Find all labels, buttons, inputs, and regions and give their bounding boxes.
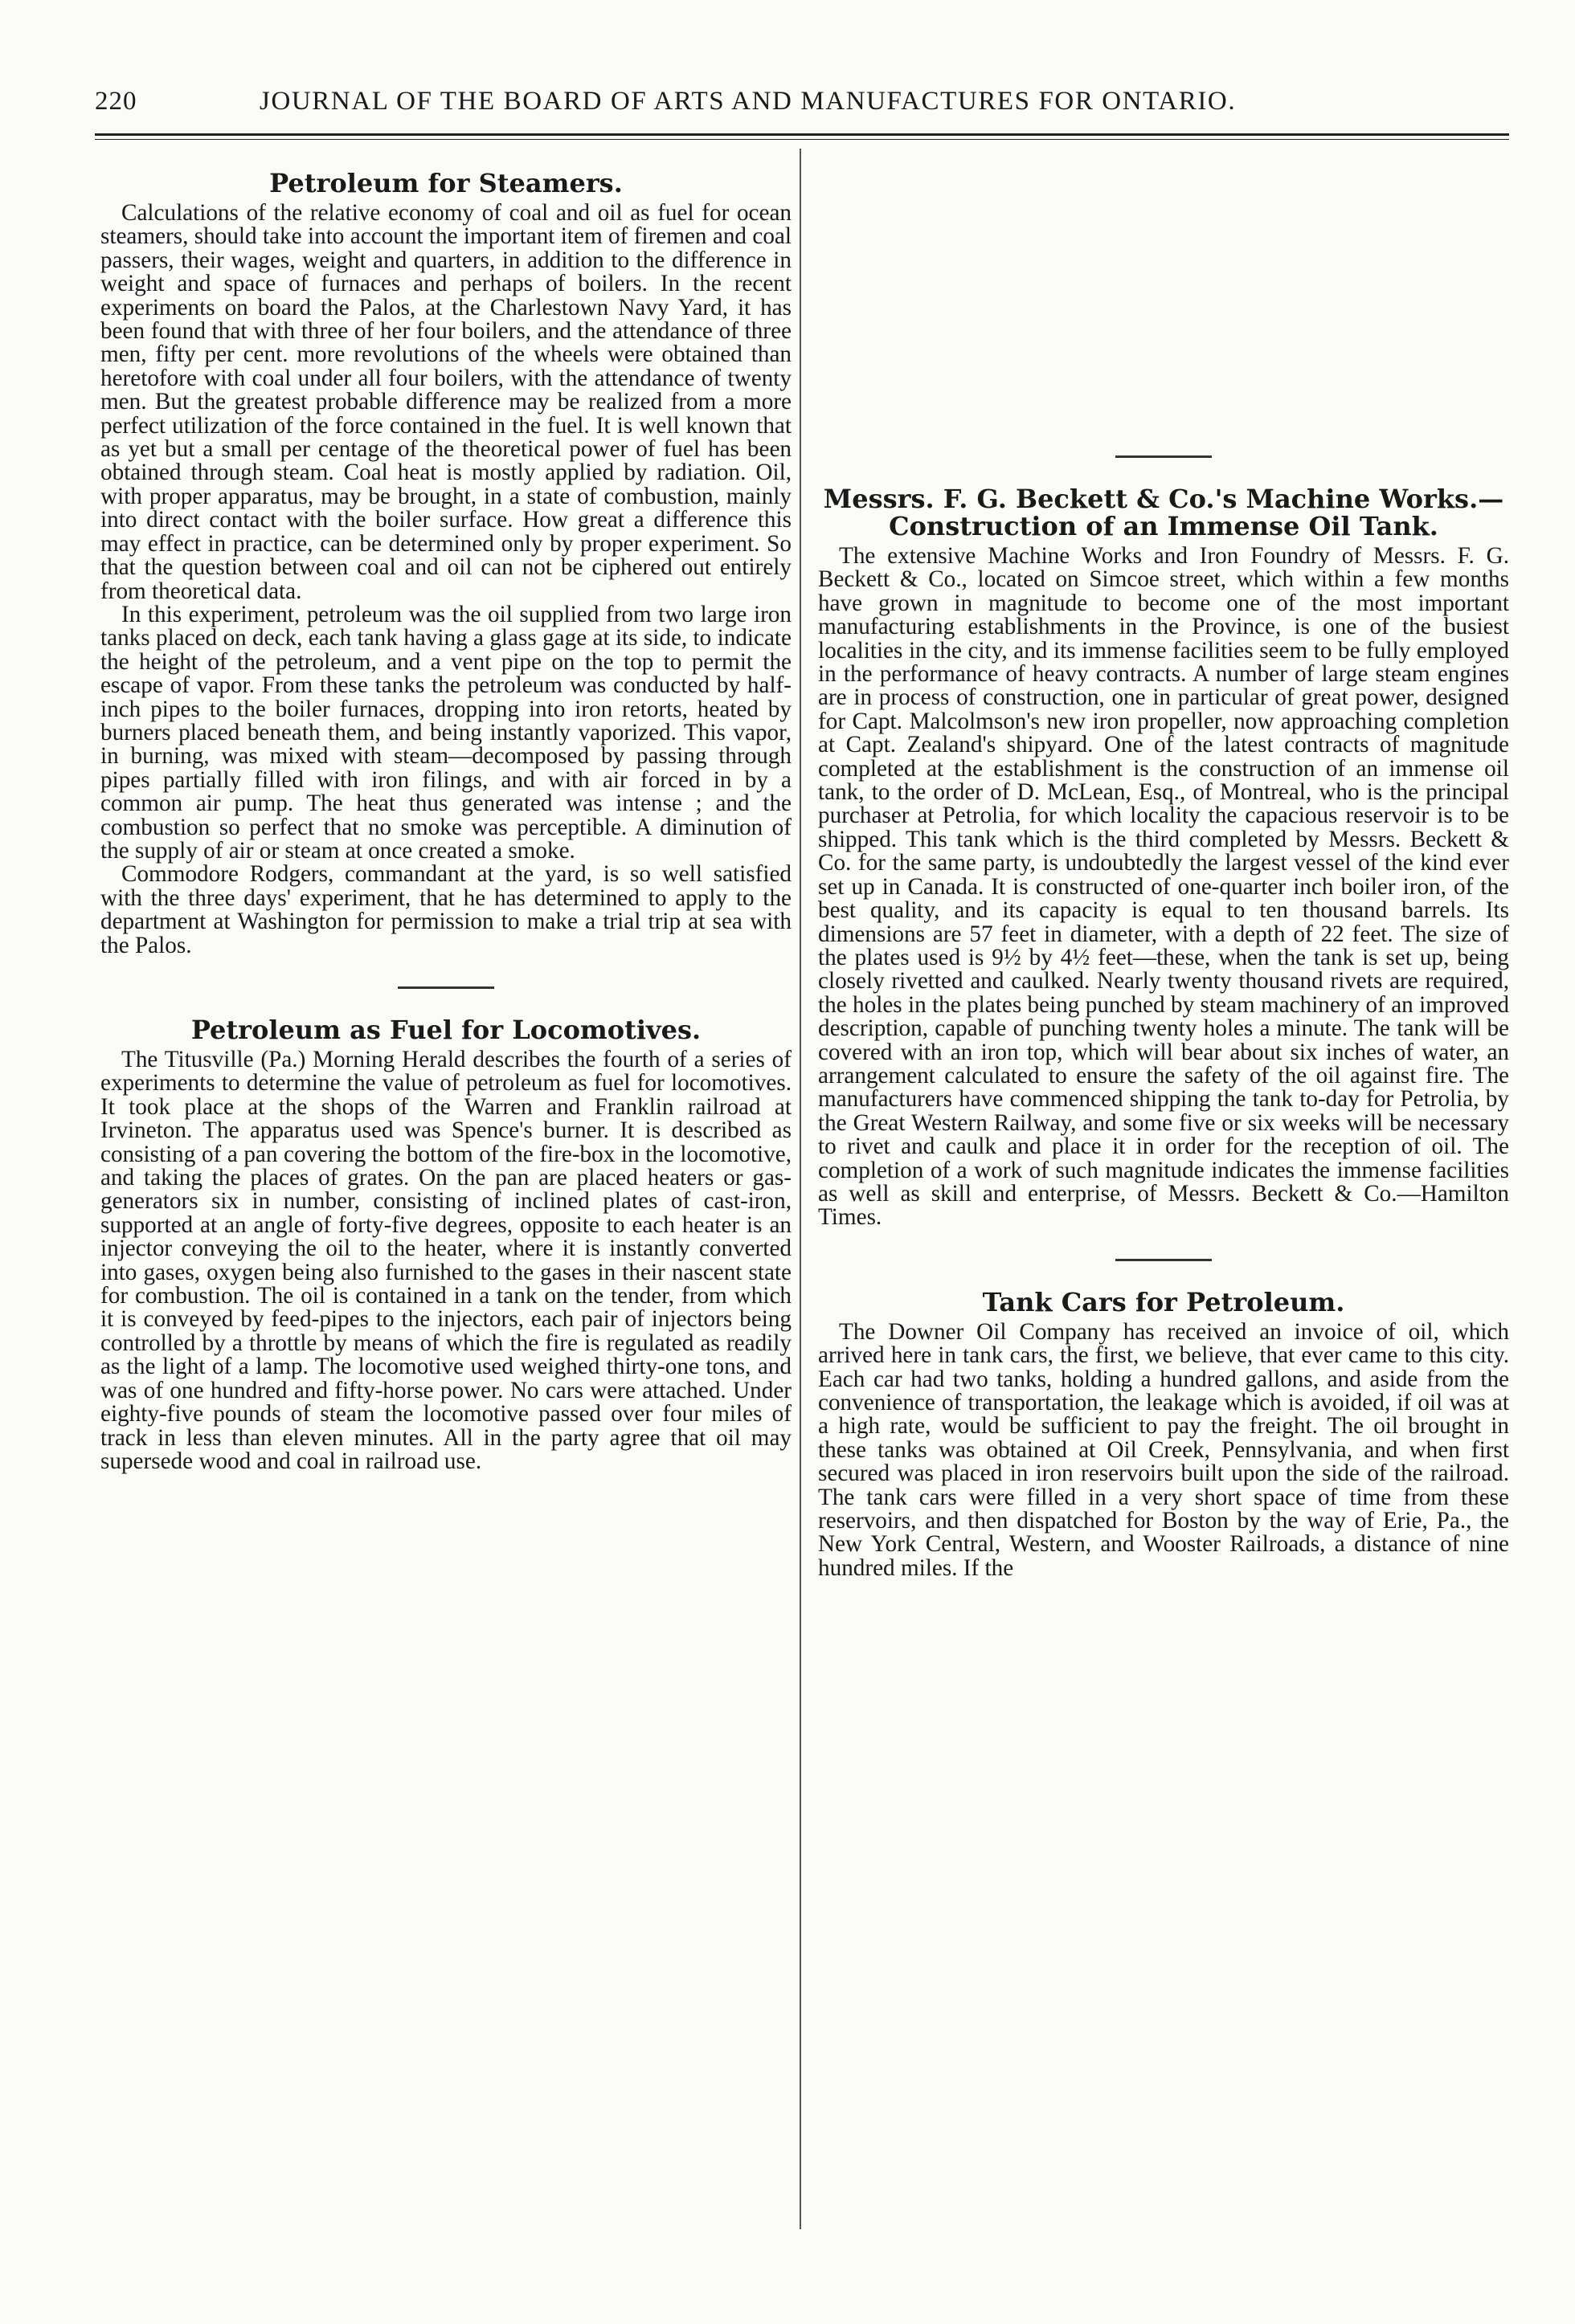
article-paragraph: The extensive Machine Works and Iron Foundry of Messrs. F. G. Beckett & Co., located on Simcoe street, which within a few months have grown in magnitude to become one of the most important manufacturing establishments in the Province, is one of the busiest localities in the city, and its immense facilities seem to be fully employed in the performance of heavy contracts. A number of large steam engines are in process of construction, one in particular of great power, designed for Capt. Malcolmson's new iron propeller, now approaching completion at Capt. Zealand's shipyard. One of the latest contracts of magnitude completed at the establishment is the construction of an immense oil tank, to the order of D. McLean, Esq., of Montreal, who is the principal purchaser at Petrolia, for which locality the capacious reservoir is to be shipped. This tank which is the third completed by Messrs. Beckett & Co. for the same party, is undoubtedly the largest vessel of the kind ever set up in Canada. It is constructed of one-quarter inch boiler iron, of the best quality, and its capacity is equal to ten thousand barrels. Its dimensions are 57 feet in diameter, with a depth of 22 feet. The size of the plates used is 9½ by 4½ feet—these, when the tank is set up, being closely rivetted and caulked. Nearly twenty thousand rivets are required, the holes in the plates being punched by steam machinery of an improved description, capable of punching twenty holes a minute. The tank will be covered with an iron top, which will bear about six inches of water, an arrangement calculated to ensure the safety of the oil against fire. The manufacturers have commenced shipping the tank to-day for Petrolia, by the Great Western Railway, and some five or six weeks will be necessary to rivet and caulk and place it in order for the reception of oil. The completion of a work of such magnitude indicates the immense facilities as well as skill and enterprise, of Messrs. Beckett & Co.—Hamilton Times. — [818, 543, 1509, 1231]
header-rule-thin — [95, 139, 1509, 140]
article-title: Tank Cars for Petroleum. — [982, 1286, 1345, 1317]
article-petroleum-as-fuel-for-locomotives — [100, 1016, 792, 1473]
article-separator — [1115, 1259, 1212, 1261]
left-column — [100, 165, 792, 1473]
column-continuation-space — [818, 165, 1509, 427]
header-rule-thick — [95, 133, 1509, 136]
article-separator — [1115, 455, 1212, 458]
article-paragraph: The Titusville (Pa.) Morning Herald describes the fourth of a series of experiments to determine the value of petroleum as fuel for locomotives. It took place at the shops of the Warren and Franklin railroad at Irvineton. The apparatus used was Spence's burner. It is described as consisting of a pan covering the bottom of the fire-box in the locomotive, and taking the places of grates. On the pan are placed heaters or gas-generators six in number, consisting of inclined plates of cast-iron, supported at an angle of forty-five degrees, opposite to each heater is an injector conveying the oil to the heater, where it is instantly converted into gases, oxygen being also furnished to the gases in their nascent state for combustion. The oil is contained in a tank on the tender, from which it is conveyed by feed-pipes to the injectors, each pair of injectors being controlled by a throttle by means of which the fire is regulated as readily as the light of a lamp. The locomotive used weighed thirty-one tons, and was of one hundred and fifty-horse power. No cars were attached. Under eighty-five pounds of steam the locomotive passed over four miles of track in less than eleven minutes. All in the party agree that oil may supersede wood and coal in railroad use. — [100, 1047, 792, 1474]
article-paragraph: Commodore Rodgers, commandant at the yard, is so well satisfied with the three days' experiment, that he has determined to apply to the department at Washington for permission to make a trial trip at sea with the Palos. — [100, 861, 792, 958]
article-beckett-machine-works — [818, 485, 1509, 1230]
page-header — [95, 87, 1509, 127]
article-paragraph: Calculations of the relative economy of coal and oil as fuel for ocean steamers, should take into account the important item of firemen and coal passers, their wages, weight and quarters, in addition to the difference in weight and space of furnaces and perhaps of boilers. In the recent experiments on board the Palos, at the Charlestown Navy Yard, it has been found that with three of her four boilers, and the attendance of three men, fifty per cent. more revolutions of the wheels were obtained than heretofore with coal under all four boilers, with the attendance of twenty men. But the greatest probable difference may be realized from a more perfect utilization of the force contained in the fuel. It is well known that as yet but a small per centage of the theoretical power of fuel has been obtained through steam. Coal heat is mostly applied by radiation. Oil, with proper apparatus, may be brought, in a state of combustion, mainly into direct contact with the boiler surface. How great a difference this may effect in practice, can be determined only by proper experiment. So that the question between coal and oil can not be ciphered out entirely from theoretical data. — [100, 200, 792, 604]
article-title: Petroleum as Fuel for Locomotives. — [190, 1015, 702, 1045]
article-title: Petroleum for Steamers. — [269, 168, 623, 198]
right-column — [818, 165, 1509, 1580]
article-title: Messrs. F. G. Beckett & Co.'s Machine Works.—Construction of an Immense Oil Tank. — [823, 484, 1504, 541]
article-tank-cars-for-petroleum — [818, 1286, 1509, 1581]
journal-title: JOURNAL OF THE BOARD OF ARTS AND MANUFACTURES FOR ONTARIO. — [260, 87, 1237, 116]
column-separator — [800, 149, 801, 2229]
article-petroleum-for-steamers — [100, 170, 792, 958]
article-separator — [398, 986, 494, 989]
article-paragraph: In this experiment, petroleum was the oil supplied from two large iron tanks placed on deck, each tank having a glass gage at its side, to indicate the height of the petroleum, and a vent pipe on the top to permit the escape of vapor. From these tanks the petroleum was conducted by half-inch pipes to the boiler furnaces, dropping into iron retorts, heated by burners placed beneath them, and being instantly vaporized. This vapor, in burning, was mixed with steam—decomposed by passing through pipes partially filled with iron filings, and with air forced in by a common air pump. The heat thus generated was intense ; and the combustion so perfect that no smoke was perceptible. A diminution of the supply of air or steam at once created a smoke. — [100, 601, 792, 864]
page-number: 220 — [95, 87, 137, 116]
article-paragraph: The Downer Oil Company has received an invoice of oil, which arrived here in tank cars, the first, we believe, that ever came to this city. Each car had two tanks, holding a hundred gallons, and aside from the convenience of transportation, the leakage which is avoided, if oil was at a high rate, would be sufficient to pay the freight. The oil brought in these tanks was obtained at Oil Creek, Pennsylvania, and when first secured was placed in iron reservoirs built upon the side of the railroad. The tank cars were filled in a very short space of time from these reservoirs, and then dispatched for Boston by the way of Erie, Pa., the New York Central, Western, and Wooster Railroads, a distance of nine hundred miles. If the — [818, 1318, 1509, 1581]
